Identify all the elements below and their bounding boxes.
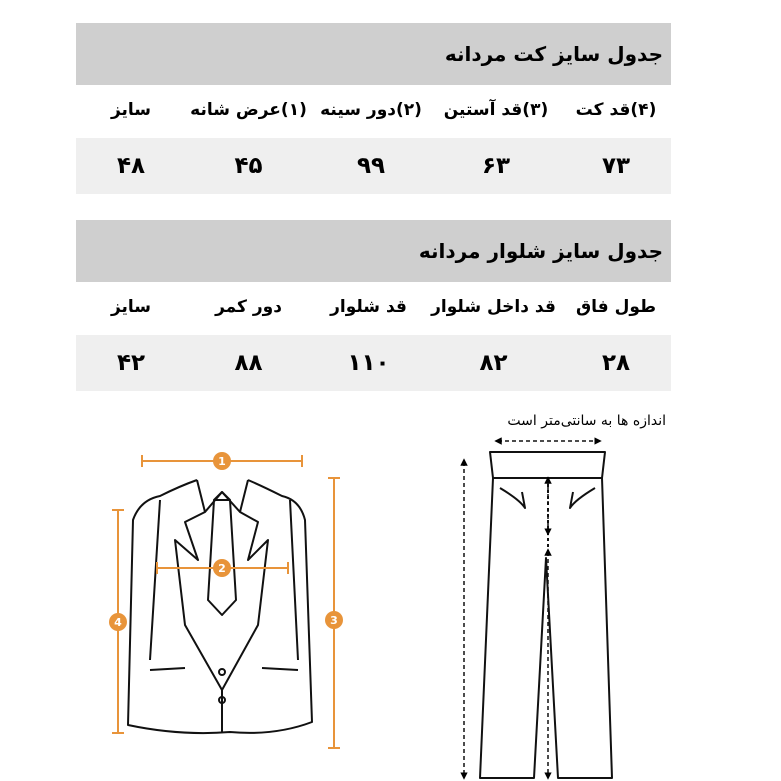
jacket-value-chest: ۹۹: [356, 153, 386, 179]
pants-header-length: قد شلوار: [330, 297, 407, 317]
jacket-header-sleeve: (۳)قد آستین: [443, 100, 549, 120]
pants-drawing: [480, 452, 612, 778]
pants-header-size: سایز: [110, 297, 152, 317]
pants-measure-lines: [464, 441, 598, 776]
pants-value-waist: ۸۸: [234, 350, 263, 376]
jacket-value-size: ۴۸: [116, 153, 146, 179]
jacket-value-sleeve: ۶۳: [481, 153, 511, 179]
jacket-value-shoulder: ۴۵: [234, 153, 263, 179]
jacket-measure-lines: [112, 455, 340, 748]
pants-table-title: جدول سایز شلوار مردانه: [418, 239, 663, 263]
marker-4-label: 4: [114, 616, 122, 629]
pants-value-size: ۴۲: [116, 350, 146, 376]
pants-header-waist: دور کمر: [215, 297, 282, 317]
pants-value-rise: ۲۸: [601, 350, 631, 376]
pants-header-inseam: قد داخل شلوار: [431, 297, 556, 317]
jacket-table-title: جدول سایز کت مردانه: [444, 42, 663, 66]
jacket-header-chest: (۲)دور سینه: [320, 100, 422, 120]
marker-1-label: 1: [218, 455, 226, 468]
jacket-value-length: ۷۳: [601, 153, 631, 179]
pants-value-length: ۱۱۰: [347, 350, 390, 376]
marker-2-label: 2: [218, 562, 226, 575]
jacket-drawing: [128, 480, 312, 733]
jacket-header-shoulder: (۱)عرض شانه: [190, 100, 307, 120]
unit-note: اندازه ها به سانتی‌متر است: [507, 413, 666, 429]
pants-header-rise: طول فاق: [575, 297, 657, 317]
marker-3-label: 3: [330, 614, 338, 627]
pants-value-inseam: ۸۲: [479, 350, 508, 376]
jacket-header-size: سایز: [110, 100, 152, 120]
jacket-header-length: (۴)قد کت: [575, 100, 657, 120]
